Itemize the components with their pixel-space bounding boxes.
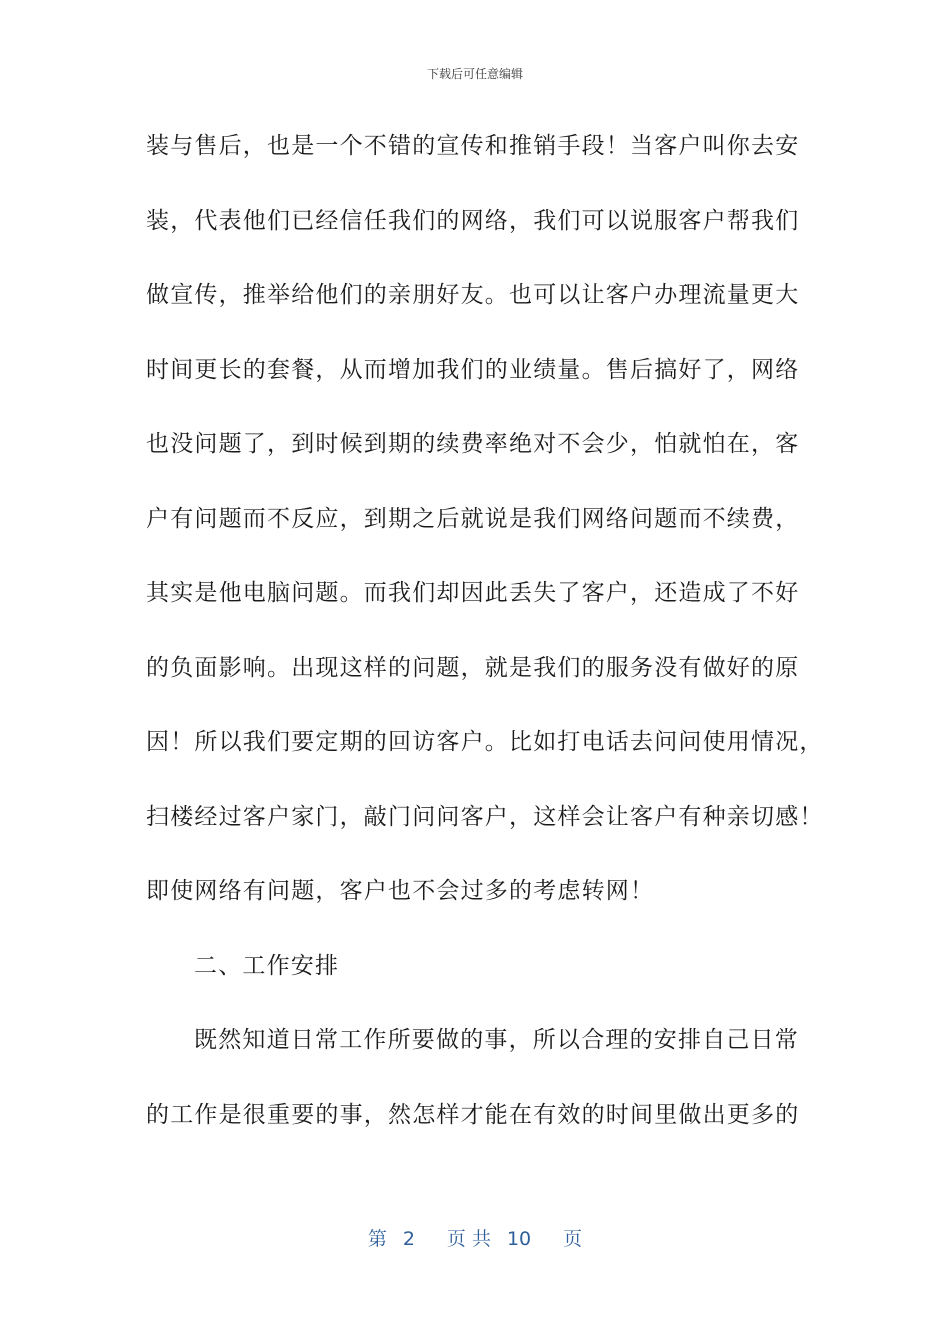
- page-header: 下载后可任意编辑: [426, 67, 523, 81]
- body-line: 的负面影响。出现这样的问题，就是我们的服务没有做好的原: [146, 654, 800, 681]
- body-line: 即使网络有问题，客户也不会过多的考虑转网！: [146, 878, 655, 904]
- page-footer: [0, 1226, 950, 1252]
- footer-total-pages: 10: [506, 1228, 532, 1250]
- footer-current-page: 2: [402, 1228, 415, 1250]
- body-line: 也没问题了，到时候到期的续费率绝对不会少，怕就怕在，客: [146, 431, 800, 457]
- footer-prefix: 第: [367, 1228, 387, 1250]
- body-line: 其实是他电脑问题。而我们却因此丢失了客户，还造成了不好: [146, 580, 800, 606]
- document-body: [146, 128, 824, 1171]
- body-line: 扫楼经过客户家门，敲门问问客户，这样会让客户有种亲切感！: [146, 803, 824, 830]
- body-line: 因！所以我们要定期的回访客户。比如打电话去问问使用情况，: [146, 729, 824, 755]
- footer-suffix: 页: [563, 1228, 583, 1250]
- body-line: 既然知道日常工作所要做的事，所以合理的安排自己日常: [194, 1027, 799, 1053]
- body-line: 装与售后，也是一个不错的宣传和推销手段！当客户叫你去安: [146, 133, 800, 159]
- footer-middle: 页 共: [446, 1228, 491, 1250]
- section-heading: 二、工作安排: [194, 952, 340, 979]
- body-line: 时间更长的套餐，从而增加我们的业绩量。售后搞好了，网络: [146, 356, 800, 383]
- body-line: 的工作是很重要的事，然怎样才能在有效的时间里做出更多的: [146, 1101, 800, 1128]
- body-line: 户有问题而不反应，到期之后就说是我们网络问题而不续费，: [146, 505, 800, 532]
- body-line: 装，代表他们已经信任我们的网络，我们可以说服客户帮我们: [146, 207, 800, 234]
- body-line: 做宣传，推举给他们的亲朋好友。也可以让客户办理流量更大: [146, 282, 800, 308]
